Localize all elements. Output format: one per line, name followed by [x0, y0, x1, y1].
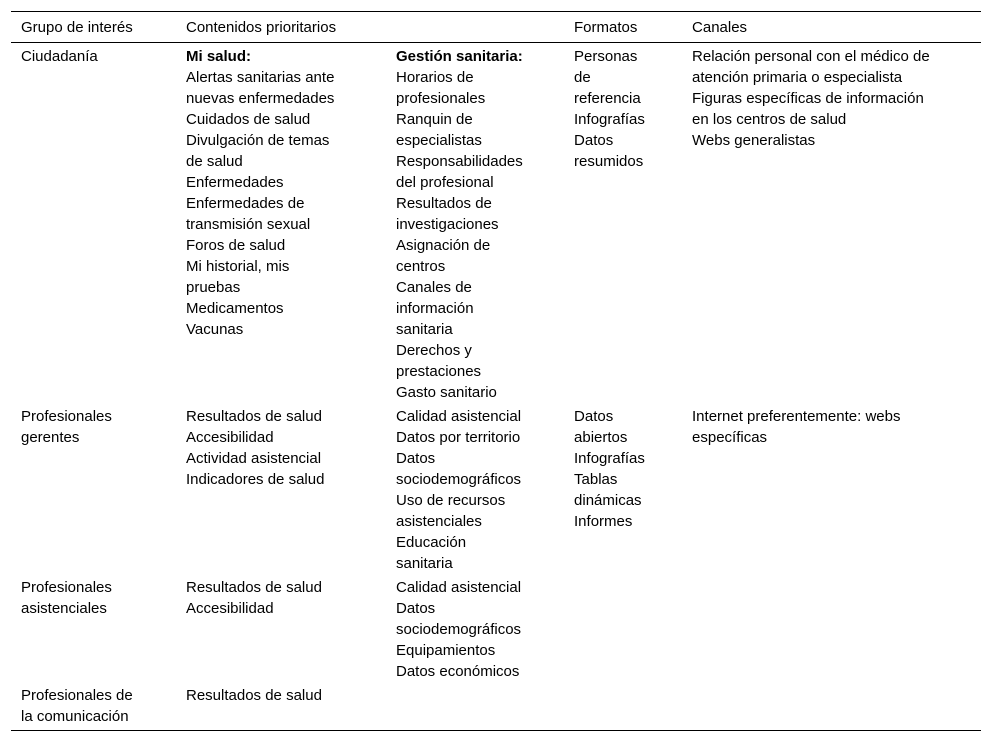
cell-channels [692, 682, 981, 731]
cell-text-line: Informes [574, 513, 633, 530]
cell-formats [574, 403, 692, 574]
cell-text-line: Equipamientos [396, 642, 496, 659]
cell-text-line: Resultados de salud [186, 408, 322, 425]
cell-text-line: información [396, 300, 474, 317]
cell-text-line: transmisión sexual [186, 216, 311, 233]
table-body [11, 43, 981, 731]
cell-content-a [186, 43, 396, 404]
cell-text-line: Infografías [574, 111, 645, 128]
cell-channels [692, 574, 981, 682]
cell-text-line: nuevas enfermedades [186, 90, 335, 107]
section-heading: Mi salud: [186, 48, 252, 65]
cell-text-line: Relación personal con el médico de [692, 48, 930, 65]
table-row [11, 574, 981, 682]
cell-text-line: resumidos [574, 153, 644, 170]
cell-text-line: Accesibilidad [186, 429, 274, 446]
cell-text-line: sanitaria [396, 321, 453, 338]
cell-text-line: Resultados de [396, 195, 492, 212]
section-heading: Gestión sanitaria: [396, 48, 523, 65]
cell-text-line: Ranquin de [396, 111, 473, 128]
cell-text-line: dinámicas [574, 492, 642, 509]
cell-group [11, 574, 186, 682]
cell-text-line: prestaciones [396, 363, 482, 380]
cell-text-line: Calidad asistencial [396, 408, 522, 425]
cell-content-a [186, 682, 396, 731]
cell-text-line: Datos económicos [396, 663, 520, 680]
cell-text-line: Datos por territorio [396, 429, 521, 446]
cell-text-line: Cuidados de salud [186, 111, 311, 128]
cell-text-line: especialistas [396, 132, 482, 149]
header-group: Grupo de interés [21, 18, 133, 36]
cell-text-line: Resultados de salud [186, 687, 322, 704]
cell-text-line: sociodemográficos [396, 471, 522, 488]
cell-text-line: Profesionales [21, 579, 112, 596]
cell-text-line: Alertas sanitarias ante [186, 69, 335, 86]
cell-text-line: Horarios de [396, 69, 474, 86]
cell-text-line: Figuras específicas de información [692, 90, 924, 107]
cell-content-b [396, 574, 574, 682]
cell-text-line: asistenciales [396, 513, 482, 530]
cell-text-line: Infografías [574, 450, 645, 467]
cell-text-line: Datos [396, 450, 436, 467]
cell-content-b [396, 43, 574, 404]
cell-text-line: Personas [574, 48, 638, 65]
cell-text-line: la comunicación [21, 708, 129, 725]
table-row [11, 403, 981, 574]
cell-text-line: de [574, 69, 591, 86]
header-contents: Contenidos prioritarios [186, 18, 337, 36]
cell-text-line: Internet preferentemente: webs [692, 408, 901, 425]
table-header-row [11, 12, 981, 43]
cell-content-b [396, 403, 574, 574]
cell-text-line: Actividad asistencial [186, 450, 322, 467]
table-row [11, 43, 981, 404]
cell-text-line: Enfermedades de [186, 195, 305, 212]
cell-text-line: Gasto sanitario [396, 384, 497, 401]
priority-content-table-container [11, 11, 981, 731]
cell-text-line: sociodemográficos [396, 621, 522, 638]
cell-text-line: Derechos y [396, 342, 472, 359]
cell-group [11, 682, 186, 731]
cell-text-line: Foros de salud [186, 237, 286, 254]
cell-text-line: Asignación de [396, 237, 491, 254]
cell-text-line: Profesionales [21, 408, 112, 425]
cell-text-line: Educación [396, 534, 467, 551]
cell-text-line: Responsabilidades [396, 153, 523, 170]
cell-text-line: Vacunas [186, 321, 244, 338]
cell-text-line: referencia [574, 90, 641, 107]
cell-text-line: Webs generalistas [692, 132, 816, 149]
cell-text-line: Divulgación de temas [186, 132, 330, 149]
header-formats: Formatos [574, 18, 638, 36]
cell-text-line: centros [396, 258, 446, 275]
cell-text-line: del profesional [396, 174, 494, 191]
cell-group [11, 403, 186, 574]
cell-content-a [186, 403, 396, 574]
cell-text-line: Mi historial, mis [186, 258, 290, 275]
cell-text-line: profesionales [396, 90, 486, 107]
table-row [11, 682, 981, 731]
cell-text-line: Canales de [396, 279, 472, 296]
cell-text-line: Indicadores de salud [186, 471, 325, 488]
cell-text-line: investigaciones [396, 216, 499, 233]
cell-text-line: Enfermedades [186, 174, 284, 191]
cell-text-line: atención primaria o especialista [692, 69, 903, 86]
cell-channels [692, 403, 981, 574]
header-channels: Canales [692, 18, 748, 36]
cell-text-line: Calidad asistencial [396, 579, 522, 596]
cell-text-line: Datos [574, 132, 614, 149]
cell-formats [574, 682, 692, 731]
cell-channels [692, 43, 981, 404]
cell-text-line: gerentes [21, 429, 80, 446]
priority-content-table [11, 11, 981, 731]
cell-text-line: Tablas [574, 471, 618, 488]
cell-group [11, 43, 186, 404]
cell-content-a [186, 574, 396, 682]
cell-text-line: Medicamentos [186, 300, 284, 317]
cell-text-line: Profesionales de [21, 687, 133, 704]
cell-text-line: Ciudadanía [21, 48, 98, 65]
cell-text-line: específicas [692, 429, 768, 446]
cell-formats [574, 574, 692, 682]
cell-text-line: Datos [574, 408, 614, 425]
cell-formats [574, 43, 692, 404]
cell-text-line: de salud [186, 153, 243, 170]
cell-text-line: asistenciales [21, 600, 107, 617]
cell-content-b [396, 682, 574, 731]
cell-text-line: pruebas [186, 279, 241, 296]
cell-text-line: Resultados de salud [186, 579, 322, 596]
cell-text-line: Uso de recursos [396, 492, 506, 509]
cell-text-line: abiertos [574, 429, 628, 446]
cell-text-line: en los centros de salud [692, 111, 847, 128]
cell-text-line: sanitaria [396, 555, 453, 572]
cell-text-line: Datos [396, 600, 436, 617]
cell-text-line: Accesibilidad [186, 600, 274, 617]
